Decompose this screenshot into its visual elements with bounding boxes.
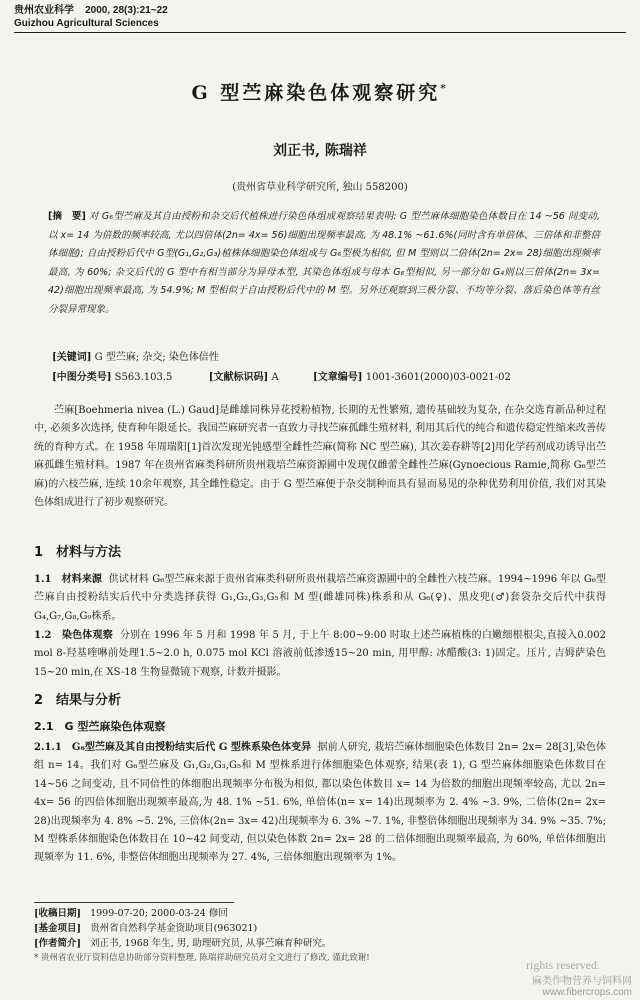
section-2-1-1	[34, 739, 606, 868]
section-1-1-text: 供试材料 G₆型苎麻来源于贵州省麻类科研所贵州栽培苎麻资源圃中的全雌性六枝苎麻。1994~1996 年以 G₆型苎麻自由授粉结实后代中分类选择获得 G₁,G₂,G₃,G₅和 M 型(雌雄同株)株系和从 G₆(♀)、黑皮兜(♂)套袋杂交后代中获得 G₄,G₇,G₈,G₉株系。	[34, 574, 607, 622]
article-value: 1001-3601(2000)03-0021-02	[365, 372, 511, 383]
section-1-2	[34, 627, 606, 682]
clc-value: S563.103.5	[114, 372, 173, 383]
section-1-2-title: 1.2 染色体观察	[34, 630, 113, 641]
footnote-text: 刘正书, 1968 年生, 男, 助理研究员, 从事苎麻育种研究。	[90, 938, 332, 949]
footnote-label: *	[34, 953, 39, 963]
footnote-label: [作者简介]	[34, 938, 81, 949]
footnote-label: [基金项目]	[34, 923, 81, 934]
article-label: [文章编号]	[313, 372, 363, 383]
journal-name-en: Guizhou Agricultural Sciences	[14, 18, 159, 29]
title-text: G 型苎麻染色体观察研究	[191, 82, 441, 104]
footnote-text: 1999-07-20; 2000-03-24 修回	[90, 908, 228, 919]
keywords-label: [关键词]	[52, 352, 92, 363]
classification	[52, 371, 612, 385]
clc-label: [中图分类号]	[52, 372, 112, 383]
footnotes	[34, 906, 594, 966]
paper-title	[0, 78, 640, 105]
section-1-1-title: 1.1 材料来源	[34, 574, 103, 585]
section-2-1-1-text: 据前人研究, 栽培苎麻体细胞染色体数目 2n= 2x= 28[3],染色体组 n= 14。我们对 G₆型苎麻及 G₁,G₂,G₃,G₅和 M 型株系进行体细胞染色体观察, 结果(表 1), G 型苎麻体细胞染色体数目在 14~56 之间变动, 且不同倍性的体细胞出现频率分布极为相似, 都以染色体数目 x= 14 为倍数的细胞出现频率较高, 尤以 2n= 4x= 56 的四倍体细胞出现频率最高,为 48. 1% ~51. 6%, 单倍体(n= x= 14)出现频率为 2. 4% ~3. 9%, 二倍体(2n= 2x= 28)出现频率为 4. 8% ~5. 2%, 三倍体(2n= 3x= 42)出现频率为 6. 3% ~7. 1%, 非整倍体细胞出现频率为 34. 9% ~35. 7%; M 型株系体细胞染色体数目在 10~42 间变动, 但以染色体数 2n= 2x= 28 的二倍体细胞出现频率最高, 为 60%, 单倍体细胞出现频率为 11. 6%, 非整倍体细胞出现频率为 27. 4%, 三倍体细胞出现频率为 1%。	[34, 742, 607, 864]
watermark-url: www.fibercrops.com	[542, 987, 632, 998]
title-footnote-mark: *	[440, 83, 449, 95]
journal-citation: 2000, 28(3):21~22	[85, 5, 168, 16]
keywords	[52, 351, 219, 365]
footnote-received	[34, 906, 594, 921]
journal-name-cn: 贵州农业科学	[14, 5, 74, 16]
keywords-text: G 型苎麻; 杂交; 染色体倍性	[94, 352, 219, 363]
footnote-rule	[34, 902, 234, 903]
watermark-cn: 麻类作物营养与饲料网	[532, 976, 632, 987]
footnote-thanks	[34, 951, 594, 966]
footnote-label: [收稿日期]	[34, 908, 81, 919]
header-rule	[14, 32, 626, 33]
section-2-1-1-title: 2.1.1 G₆型苎麻及其自由授粉结实后代 G 型株系染色体变异	[34, 742, 312, 753]
section-1-2-text: 分别在 1996 年 5 月和 1998 年 5 月, 于上午 8:00~9:00 时取上述苎麻植株的白嫩细根根尖,直接入0.002 mol 8-羟基喹啉前处理1.5~2.0 h, 0.075 mol KCl 溶液前低渗透15~20 min, 用甲醇: 冰醋酸(3: 1)固定。压片, 吉姆萨染色15~20 min,在 XS-18 生物显微镜下观察, 计数并摄影。	[34, 630, 606, 678]
section-1-heading: 1 材料与方法	[34, 545, 122, 560]
footnote-text: 贵州省农业厅资料信息协助部分资料整理, 陈瑞祥助研究员对全文进行了修改, 谨此致谢!	[40, 953, 370, 963]
authors: 刘正书, 陈瑞祥	[273, 143, 367, 159]
affiliation: (贵州省草业科学研究所, 独山 558200)	[232, 182, 408, 193]
journal-header	[14, 4, 168, 30]
rights-watermark: rights reserved.	[526, 958, 600, 972]
section-1-1	[34, 571, 606, 626]
section-2-1-heading: 2.1 G 型苎麻染色体观察	[34, 720, 166, 733]
doc-label: [文献标识码]	[208, 372, 269, 383]
abstract-text: 对 G₆型苎麻及其自由授粉和杂交后代植株进行染色体组成观察结果表明: G 型苎麻体细胞染色体数目在 14 ~56 间变动, 以 x= 14 为倍数的频率较高, 尤以四倍体(2n= 4x= 56)细胞出现频率最高, 为 48.1% ~61.6%(同时含有单倍体、三倍体和非整倍体细胞); 自由授粉后代中 G型(G₁,G₂,G₃)植株体细胞染色体组成与 G₆型极为相似, 但 M 型则以二倍体(2n= 2x= 28)细胞出现频率最高, 为 60%; 杂交后代的 G 型中有相当部分为异母本型, 其染色体组成与母本 G₆型相似, 另一部分如 G₄则以三倍体(2n= 3x= 42)细胞出现频率最高, 为 54.9%; M 型相似于自由授粉后代中的 M 型。另外还观察到三极分裂、不均等分裂、落后染色体等有丝分裂异常现象。	[48, 211, 600, 315]
abstract	[48, 208, 600, 320]
footnote-author	[34, 936, 594, 951]
site-watermark	[532, 972, 632, 998]
abstract-label: [摘 要]	[48, 211, 86, 222]
intro-paragraph: 苎麻[Boehmeria nivea (L.) Gaud]是雌雄同株异花授粉植物, 长期的无性繁殖, 遗传基础较为复杂, 在杂交选育新品种过程中, 必须多次选择, 使育种年限延长。我国苎麻研究者一直致力寻找苎麻孤雌生殖材料, 利用其后代的纯合和遗传稳定性缩来改善传统的育种方式。在 1958 年周瑞阳[1]首次发现光钝感型全雌性苎麻(简称 NC 型苎麻), 其次姜春耕等[2]用化学药剂成功诱导出苎麻孤雌生殖材料。1987 年在贵州省麻类科研所贵州栽培苎麻资源圃中发现仅雌蕾全雌性苎麻(Gynoecious Ramie,简称 G₆型苎麻)的六枝苎麻, 连续 10余年观察, 其全雌性稳定。由于 G 型苎麻便于杂交制种而具有显而易见的杂种优势利用价值, 我们对其染色体组成进行了初步观察研究。	[34, 405, 606, 509]
section-2-heading: 2 结果与分析	[34, 693, 122, 708]
footnote-text: 贵州省自然科学基金资助项目(963021)	[90, 923, 258, 934]
footnote-fund	[34, 921, 594, 936]
doc-value: A	[271, 372, 279, 383]
